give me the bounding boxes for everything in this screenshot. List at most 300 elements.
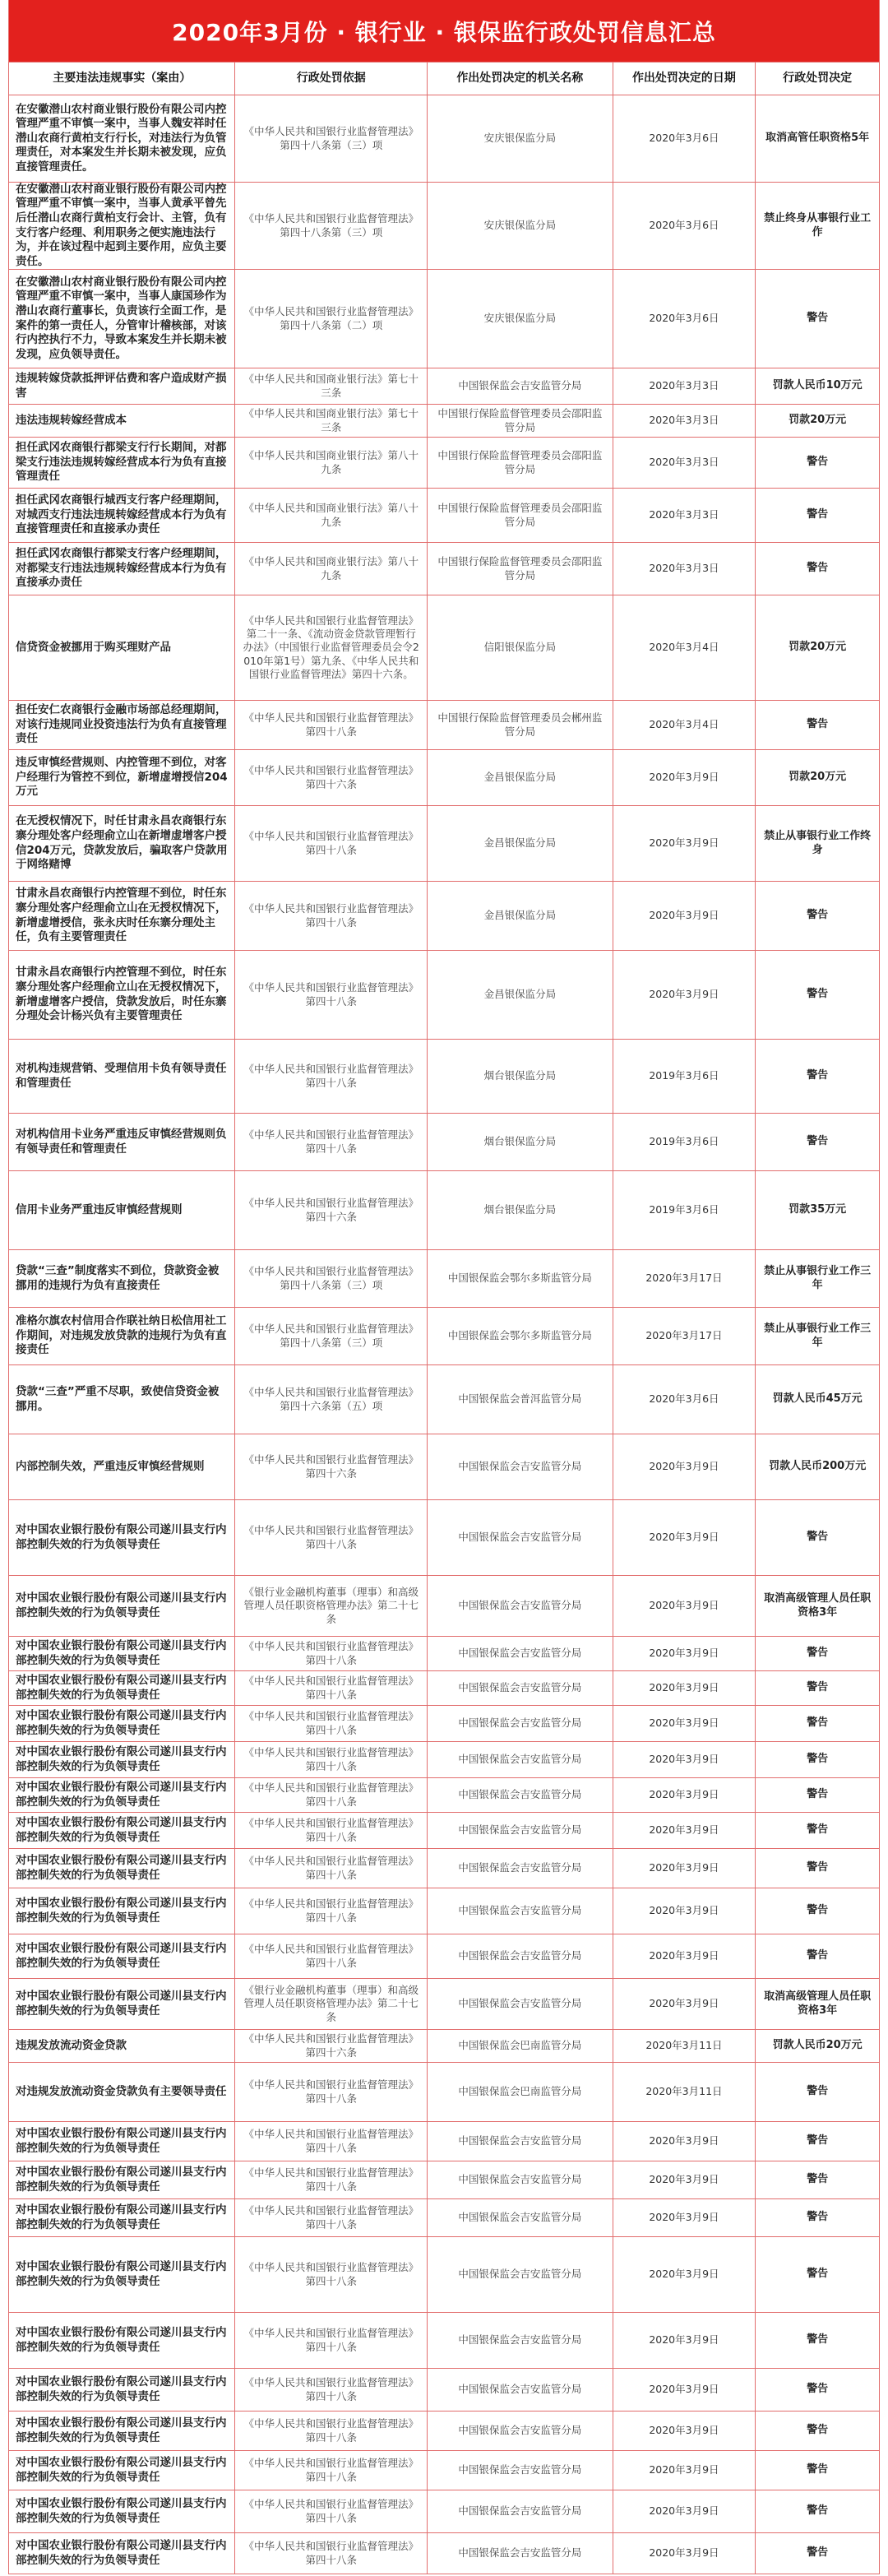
fact-text: 担任武冈农商银行都梁支行客户经理期间，对都梁支行违法违规转嫁经营成本行为负有直接承办责任 <box>16 547 227 590</box>
basis-cell <box>235 2451 428 2490</box>
table-row <box>9 1500 879 1576</box>
authority-cell <box>428 1888 613 1934</box>
authority-text: 中国银保监会吉安监管分局 <box>458 1823 582 1837</box>
fact-cell <box>9 438 235 488</box>
basis-cell <box>235 1576 428 1636</box>
authority-text: 烟台银保监分局 <box>483 1069 557 1082</box>
date-cell <box>613 1040 756 1113</box>
authority-text: 中国银保监会鄂尔多斯监管分局 <box>447 1272 592 1285</box>
authority-cell <box>428 2369 613 2411</box>
date-text: 2020年3月11日 <box>645 2039 723 2052</box>
date-text: 2020年3月4日 <box>649 641 719 654</box>
fact-cell <box>9 701 235 749</box>
table-row <box>9 2451 879 2490</box>
authority-text: 中国银保监会吉安监管分局 <box>458 2333 582 2347</box>
fact-text: 对机构信用卡业务严重违反审慎经营规则负有领导责任和管理责任 <box>16 1127 227 1156</box>
authority-cell <box>428 368 613 404</box>
date-cell <box>613 806 756 881</box>
decision-cell <box>756 1934 879 1978</box>
authority-cell <box>428 1500 613 1575</box>
column-header-fact <box>9 63 235 95</box>
table-row <box>9 95 879 183</box>
decision-cell <box>756 405 879 437</box>
table-row <box>9 1637 879 1671</box>
table-row <box>9 1040 879 1114</box>
decision-cell <box>756 270 879 368</box>
authority-text: 中国银保监会吉安监管分局 <box>458 2504 582 2518</box>
fact-text: 对中国农业银行股份有限公司遂川县支行内部控制失效的行为负领导责任 <box>16 1853 227 1882</box>
decision-text: 警告 <box>807 312 829 325</box>
table-row <box>9 2412 879 2451</box>
basis-text: 《中华人民共和国银行业监督管理法》第四十八条 <box>243 1817 419 1843</box>
authority-cell <box>428 2030 613 2062</box>
date-cell <box>613 2490 756 2532</box>
fact-text: 对中国农业银行股份有限公司遂川县支行内部控制失效的行为负领导责任 <box>16 2496 227 2525</box>
decision-text: 警告 <box>807 1788 829 1801</box>
authority-text: 中国银保监会鄂尔多斯监管分局 <box>447 1329 592 1342</box>
decision-cell <box>756 2490 879 2532</box>
decision-text: 警告 <box>807 1135 829 1148</box>
fact-cell <box>9 1040 235 1113</box>
decision-text: 警告 <box>807 1949 829 1962</box>
basis-text: 《中华人民共和国银行业监督管理法》第四十八条 <box>243 2204 419 2231</box>
fact-text: 甘肃永昌农商银行内控管理不到位，时任东寨分理处客户经理俞立山在无授权情况下，新增虚增客户授信，贷款发放后，时任东寨分理处会计杨兴负有主要管理责任 <box>16 966 227 1023</box>
date-text: 2020年3月9日 <box>649 1531 719 1544</box>
authority-cell <box>428 2199 613 2236</box>
basis-cell <box>235 1778 428 1812</box>
date-cell <box>613 183 756 269</box>
authority-cell <box>428 2412 613 2450</box>
authority-cell <box>428 1114 613 1170</box>
column-header-decision <box>756 63 879 95</box>
authority-text: 中国银保监会吉安监管分局 <box>458 2463 582 2476</box>
authority-cell <box>428 1365 613 1434</box>
fact-cell <box>9 806 235 881</box>
column-header-decision-text: 行政处罚决定 <box>783 72 853 86</box>
fact-text: 对中国农业银行股份有限公司遂川县支行内部控制失效的行为负领导责任 <box>16 2538 227 2567</box>
basis-text: 《中华人民共和国银行业监督管理法》第四十八条 <box>243 1746 419 1772</box>
date-text: 2020年3月9日 <box>649 1717 719 1730</box>
table-row <box>9 1434 879 1500</box>
date-cell <box>613 438 756 488</box>
basis-text: 《中华人民共和国银行业监督管理法》第四十八条 <box>243 2457 419 2483</box>
authority-cell <box>428 1979 613 2029</box>
basis-cell <box>235 1500 428 1575</box>
date-cell <box>613 2533 756 2574</box>
table-row <box>9 1778 879 1813</box>
basis-text: 《中华人民共和国银行业监督管理法》第四十八条第（二）项 <box>243 305 419 331</box>
decision-cell <box>756 438 879 488</box>
fact-cell <box>9 270 235 368</box>
basis-cell <box>235 951 428 1039</box>
basis-text: 《中华人民共和国银行业监督管理法》第四十八条 <box>243 1855 419 1881</box>
authority-cell <box>428 489 613 542</box>
basis-text: 《中华人民共和国银行业监督管理法》第四十八条 <box>243 2498 419 2524</box>
fact-text: 对中国农业银行股份有限公司遂川县支行内部控制失效的行为负领导责任 <box>16 2126 227 2155</box>
table-header-row <box>9 63 879 95</box>
fact-cell <box>9 405 235 437</box>
page-title <box>9 0 879 63</box>
basis-cell <box>235 2533 428 2574</box>
date-cell <box>613 543 756 595</box>
decision-text: 禁止终身从事银行业工作 <box>764 211 872 239</box>
fact-text: 对中国农业银行股份有限公司遂川县支行内部控制失效的行为负领导责任 <box>16 1522 227 1551</box>
fact-text: 甘肃永昌农商银行内控管理不到位，时任东寨分理处客户经理俞立山在无授权情况下，新增虚增授信，张永庆时任东寨分理处主任，负有主要管理责任 <box>16 887 227 944</box>
fact-cell <box>9 95 235 182</box>
basis-cell <box>235 1308 428 1364</box>
authority-cell <box>428 951 613 1039</box>
date-cell <box>613 701 756 749</box>
authority-cell <box>428 1849 613 1888</box>
date-cell <box>613 1979 756 2029</box>
basis-cell <box>235 882 428 950</box>
decision-text: 警告 <box>807 2268 829 2281</box>
basis-cell <box>235 806 428 881</box>
column-header-fact-text: 主要违法违规事实（案由） <box>53 72 192 86</box>
date-text: 2020年3月9日 <box>649 2134 719 2147</box>
authority-text: 中国银保监会吉安监管分局 <box>458 1717 582 1730</box>
decision-cell <box>756 882 879 950</box>
table-row <box>9 1849 879 1888</box>
date-text: 2020年3月9日 <box>649 2383 719 2396</box>
basis-text: 《中华人民共和国商业银行法》第七十三条 <box>243 373 419 399</box>
decision-text: 警告 <box>807 909 829 922</box>
date-cell <box>613 2369 756 2411</box>
authority-text: 金昌银保监分局 <box>483 836 557 850</box>
table-row <box>9 701 879 750</box>
decision-cell <box>756 1979 879 2029</box>
date-text: 2020年3月9日 <box>649 1788 719 1801</box>
date-text: 2020年3月6日 <box>649 219 719 232</box>
decision-text: 取消高级管理人员任职资格3年 <box>764 1591 872 1619</box>
date-text: 2020年3月9日 <box>649 1823 719 1837</box>
date-text: 2020年3月9日 <box>649 1599 719 1612</box>
decision-cell <box>756 2161 879 2198</box>
basis-text: 《中华人民共和国银行业监督管理法》第四十八条 <box>243 1640 419 1666</box>
basis-cell <box>235 270 428 368</box>
decision-text: 取消高级管理人员任职资格3年 <box>764 1990 872 2017</box>
fact-cell <box>9 1171 235 1249</box>
date-text: 2020年3月17日 <box>645 1272 723 1285</box>
column-header-authority-text: 作出处罚决定的机关名称 <box>456 72 584 86</box>
fact-cell <box>9 2063 235 2121</box>
page-title-text: 2020年3月份 · 银行业 · 银保监行政处罚信息汇总 <box>172 18 716 46</box>
date-cell <box>613 1888 756 1934</box>
authority-cell <box>428 1813 613 1848</box>
decision-cell <box>756 2412 879 2450</box>
date-text: 2019年3月6日 <box>649 1135 719 1148</box>
authority-cell <box>428 750 613 805</box>
date-cell <box>613 95 756 182</box>
decision-text: 警告 <box>807 1647 829 1660</box>
decision-cell <box>756 1706 879 1741</box>
decision-cell <box>756 1434 879 1499</box>
authority-cell <box>428 701 613 749</box>
authority-cell <box>428 595 613 700</box>
date-text: 2020年3月9日 <box>649 2463 719 2476</box>
decision-text: 警告 <box>807 1904 829 1917</box>
basis-text: 《中华人民共和国商业银行法》第八十九条 <box>243 502 419 528</box>
date-text: 2020年3月3日 <box>649 508 719 521</box>
authority-text: 金昌银保监分局 <box>483 988 557 1001</box>
authority-cell <box>428 2451 613 2490</box>
date-text: 2020年3月3日 <box>649 456 719 469</box>
fact-text: 违规发放流动资金贷款 <box>16 2038 127 2052</box>
authority-text: 中国银保监会吉安监管分局 <box>458 379 582 392</box>
fact-text: 内部控制失效，严重违反审慎经营规则 <box>16 1459 205 1473</box>
decision-cell <box>756 1742 879 1777</box>
authority-text: 中国银保监会吉安监管分局 <box>458 1647 582 1660</box>
authority-cell <box>428 1434 613 1499</box>
decision-text: 禁止从事银行业工作终身 <box>764 829 872 856</box>
date-text: 2020年3月9日 <box>649 2173 719 2186</box>
fact-cell <box>9 2313 235 2368</box>
table-row <box>9 368 879 405</box>
basis-cell <box>235 2313 428 2368</box>
authority-cell <box>428 183 613 269</box>
fact-text: 贷款“三查”严重不尽职，致使信贷资金被挪用。 <box>16 1384 220 1413</box>
date-text: 2020年3月9日 <box>649 988 719 1001</box>
fact-text: 担任安仁农商银行金融市场部总经理期间，对该行违规同业投资违法行为负有直接管理责任 <box>16 703 227 746</box>
basis-cell <box>235 1813 428 1848</box>
basis-cell <box>235 1934 428 1978</box>
date-cell <box>613 1637 756 1670</box>
penalty-table <box>8 0 880 2574</box>
fact-text: 对中国农业银行股份有限公司遂川县支行内部控制失效的行为负领导责任 <box>16 1989 227 2018</box>
date-cell <box>613 750 756 805</box>
decision-cell <box>756 1365 879 1434</box>
date-text: 2019年3月6日 <box>649 1069 719 1082</box>
decision-cell <box>756 2199 879 2236</box>
authority-text: 中国银行保险监督管理委员会邵阳监管分局 <box>437 502 603 528</box>
decision-text: 警告 <box>807 2424 829 2437</box>
fact-cell <box>9 1434 235 1499</box>
decision-cell <box>756 2122 879 2161</box>
table-row <box>9 1706 879 1742</box>
basis-cell <box>235 1365 428 1434</box>
decision-text: 警告 <box>807 2463 829 2476</box>
date-text: 2020年3月4日 <box>649 718 719 731</box>
decision-cell <box>756 95 879 182</box>
table-row <box>9 270 879 368</box>
authority-cell <box>428 405 613 437</box>
table-row <box>9 2199 879 2237</box>
date-text: 2020年3月9日 <box>649 909 719 922</box>
decision-text: 罚款20万元 <box>789 414 847 427</box>
authority-text: 中国银保监会吉安监管分局 <box>458 2383 582 2396</box>
fact-cell <box>9 2369 235 2411</box>
date-text: 2020年3月9日 <box>649 1647 719 1660</box>
fact-cell <box>9 1888 235 1934</box>
basis-cell <box>235 368 428 404</box>
basis-cell <box>235 2369 428 2411</box>
table-row <box>9 405 879 438</box>
basis-cell <box>235 1434 428 1499</box>
table-row <box>9 951 879 1040</box>
authority-text: 金昌银保监分局 <box>483 771 557 784</box>
column-header-authority <box>428 63 613 95</box>
date-cell <box>613 2313 756 2368</box>
date-text: 2020年3月9日 <box>649 771 719 784</box>
date-cell <box>613 2199 756 2236</box>
table-row <box>9 2313 879 2369</box>
decision-cell <box>756 489 879 542</box>
date-cell <box>613 405 756 437</box>
fact-cell <box>9 2237 235 2312</box>
decision-text: 警告 <box>807 2546 829 2560</box>
date-cell <box>613 2412 756 2450</box>
table-row <box>9 1308 879 1365</box>
authority-cell <box>428 2122 613 2161</box>
decision-text: 警告 <box>807 1681 829 1694</box>
fact-cell <box>9 1576 235 1636</box>
basis-text: 《中华人民共和国银行业监督管理法》第四十八条 <box>243 2540 419 2566</box>
date-cell <box>613 2237 756 2312</box>
basis-cell <box>235 1742 428 1777</box>
table-body <box>9 95 879 2574</box>
date-cell <box>613 1114 756 1170</box>
fact-cell <box>9 1365 235 1434</box>
table-row <box>9 2063 879 2122</box>
decision-cell <box>756 595 879 700</box>
decision-cell <box>756 1637 879 1670</box>
fact-cell <box>9 1637 235 1670</box>
table-row <box>9 1171 879 1250</box>
basis-text: 《中华人民共和国银行业监督管理法》第四十八条 <box>243 2261 419 2287</box>
decision-cell <box>756 183 879 269</box>
decision-text: 罚款人民币45万元 <box>772 1392 863 1406</box>
decision-text: 罚款20万元 <box>789 771 847 784</box>
fact-cell <box>9 1250 235 1307</box>
fact-text: 在安徽潜山农村商业银行股份有限公司内控管理严重不审慎一案中，当事人康国珍作为潜山农商行董事长，负责该行全面工作，是案件的第一责任人，分管审计稽核部，对该行内控执行不力，导致本案发生并长期未被发现，应负领导责任。 <box>16 275 227 361</box>
fact-text: 准格尔旗农村信用合作联社纳日松信用社工作期间，对违规发放贷款的违规行为负有直接责任 <box>16 1314 227 1357</box>
fact-cell <box>9 543 235 595</box>
date-text: 2020年3月9日 <box>649 1949 719 1962</box>
fact-cell <box>9 1934 235 1978</box>
authority-text: 中国银保监会吉安监管分局 <box>458 2134 582 2147</box>
table-row <box>9 1114 879 1171</box>
basis-text: 《银行业金融机构董事（理事）和高级管理人员任职资格管理办法》第二十七条 <box>243 1984 419 2023</box>
decision-cell <box>756 1849 879 1888</box>
fact-text: 违法违规转嫁经营成本 <box>16 413 127 427</box>
date-text: 2020年3月17日 <box>645 1329 723 1342</box>
authority-text: 中国银保监会巴南监管分局 <box>458 2039 582 2052</box>
decision-cell <box>756 951 879 1039</box>
table-row <box>9 183 879 270</box>
date-text: 2020年3月3日 <box>649 562 719 575</box>
decision-text: 警告 <box>807 1823 829 1837</box>
date-text: 2020年3月6日 <box>649 1392 719 1406</box>
fact-text: 在安徽潜山农村商业银行股份有限公司内控管理严重不审慎一案中，当事人黄承平曾先后任潜山农商行黄柏支行会计、主管，负有支行客户经理、利用职务之便实施违法行为，并在该过程中起到主要作用，应负主要责任。 <box>16 183 227 268</box>
date-cell <box>613 1576 756 1636</box>
decision-text: 警告 <box>807 562 829 575</box>
basis-cell <box>235 2237 428 2312</box>
authority-cell <box>428 2313 613 2368</box>
decision-cell <box>756 701 879 749</box>
fact-text: 对中国农业银行股份有限公司遂川县支行内部控制失效的行为负领导责任 <box>16 1673 227 1702</box>
authority-text: 安庆银保监分局 <box>483 312 557 325</box>
table-row <box>9 2533 879 2574</box>
decision-text: 警告 <box>807 1069 829 1082</box>
table-row <box>9 1888 879 1934</box>
authority-cell <box>428 438 613 488</box>
basis-cell <box>235 1706 428 1741</box>
basis-text: 《中华人民共和国银行业监督管理法》第四十八条 <box>243 1524 419 1550</box>
date-cell <box>613 489 756 542</box>
fact-cell <box>9 882 235 950</box>
date-cell <box>613 951 756 1039</box>
decision-cell <box>756 1778 879 1812</box>
date-cell <box>613 1365 756 1434</box>
basis-cell <box>235 543 428 595</box>
date-cell <box>613 2030 756 2062</box>
fact-cell <box>9 1114 235 1170</box>
date-text: 2019年3月6日 <box>649 1203 719 1216</box>
date-cell <box>613 1671 756 1705</box>
fact-cell <box>9 2533 235 2574</box>
authority-text: 金昌银保监分局 <box>483 909 557 922</box>
table-row <box>9 2490 879 2533</box>
authority-text: 中国银保监会吉安监管分局 <box>458 1949 582 1962</box>
fact-text: 对违规发放流动资金贷款负有主要领导责任 <box>16 2084 227 2098</box>
fact-cell <box>9 1308 235 1364</box>
decision-text: 警告 <box>807 1861 829 1874</box>
fact-cell <box>9 183 235 269</box>
decision-cell <box>756 806 879 881</box>
basis-text: 《中华人民共和国银行业监督管理法》第四十八条 <box>243 2417 419 2444</box>
decision-text: 取消高管任职资格5年 <box>765 132 870 145</box>
authority-text: 中国银保监会吉安监管分局 <box>458 1861 582 1874</box>
table-row <box>9 806 879 882</box>
basis-text: 《中华人民共和国银行业监督管理法》第四十八条 <box>243 2327 419 2353</box>
table-row <box>9 2030 879 2063</box>
basis-cell <box>235 1979 428 2029</box>
authority-cell <box>428 2063 613 2121</box>
date-text: 2020年3月3日 <box>649 414 719 427</box>
decision-cell <box>756 1171 879 1249</box>
fact-cell <box>9 489 235 542</box>
date-cell <box>613 2122 756 2161</box>
decision-text: 警告 <box>807 2504 829 2518</box>
basis-text: 《中华人民共和国银行业监督管理法》第四十八条 <box>243 981 419 1008</box>
table-row <box>9 1365 879 1434</box>
decision-cell <box>756 2237 879 2312</box>
authority-text: 中国银保监会吉安监管分局 <box>458 1531 582 1544</box>
fact-cell <box>9 1778 235 1812</box>
basis-text: 《中华人民共和国银行业监督管理法》第四十八条 <box>243 1128 419 1155</box>
date-text: 2020年3月9日 <box>649 1753 719 1766</box>
authority-text: 烟台银保监分局 <box>483 1203 557 1216</box>
table-row <box>9 1742 879 1778</box>
authority-cell <box>428 2533 613 2574</box>
basis-text: 《中华人民共和国银行业监督管理法》第四十八条 <box>243 711 419 738</box>
decision-cell <box>756 1576 879 1636</box>
date-text: 2020年3月9日 <box>649 2268 719 2281</box>
authority-text: 中国银保监会普洱监管分局 <box>458 1392 582 1406</box>
fact-cell <box>9 2451 235 2490</box>
authority-text: 中国银保监会吉安监管分局 <box>458 2268 582 2281</box>
table-row <box>9 438 879 489</box>
fact-cell <box>9 1813 235 1848</box>
decision-cell <box>756 2369 879 2411</box>
decision-cell <box>756 2533 879 2574</box>
authority-cell <box>428 2490 613 2532</box>
date-cell <box>613 1706 756 1741</box>
basis-text: 《中华人民共和国银行业监督管理法》第四十八条第（三）项 <box>243 1265 419 1291</box>
fact-text: 在安徽潜山农村商业银行股份有限公司内控管理严重不审慎一案中，当事人魏安祥时任潜山农商行黄柏支行行长，对违法行为负管理责任，对本案发生并长期未被发现，应负直接管理责任。 <box>16 102 227 174</box>
date-cell <box>613 2063 756 2121</box>
fact-text: 对中国农业银行股份有限公司遂川县支行内部控制失效的行为负领导责任 <box>16 1780 227 1809</box>
